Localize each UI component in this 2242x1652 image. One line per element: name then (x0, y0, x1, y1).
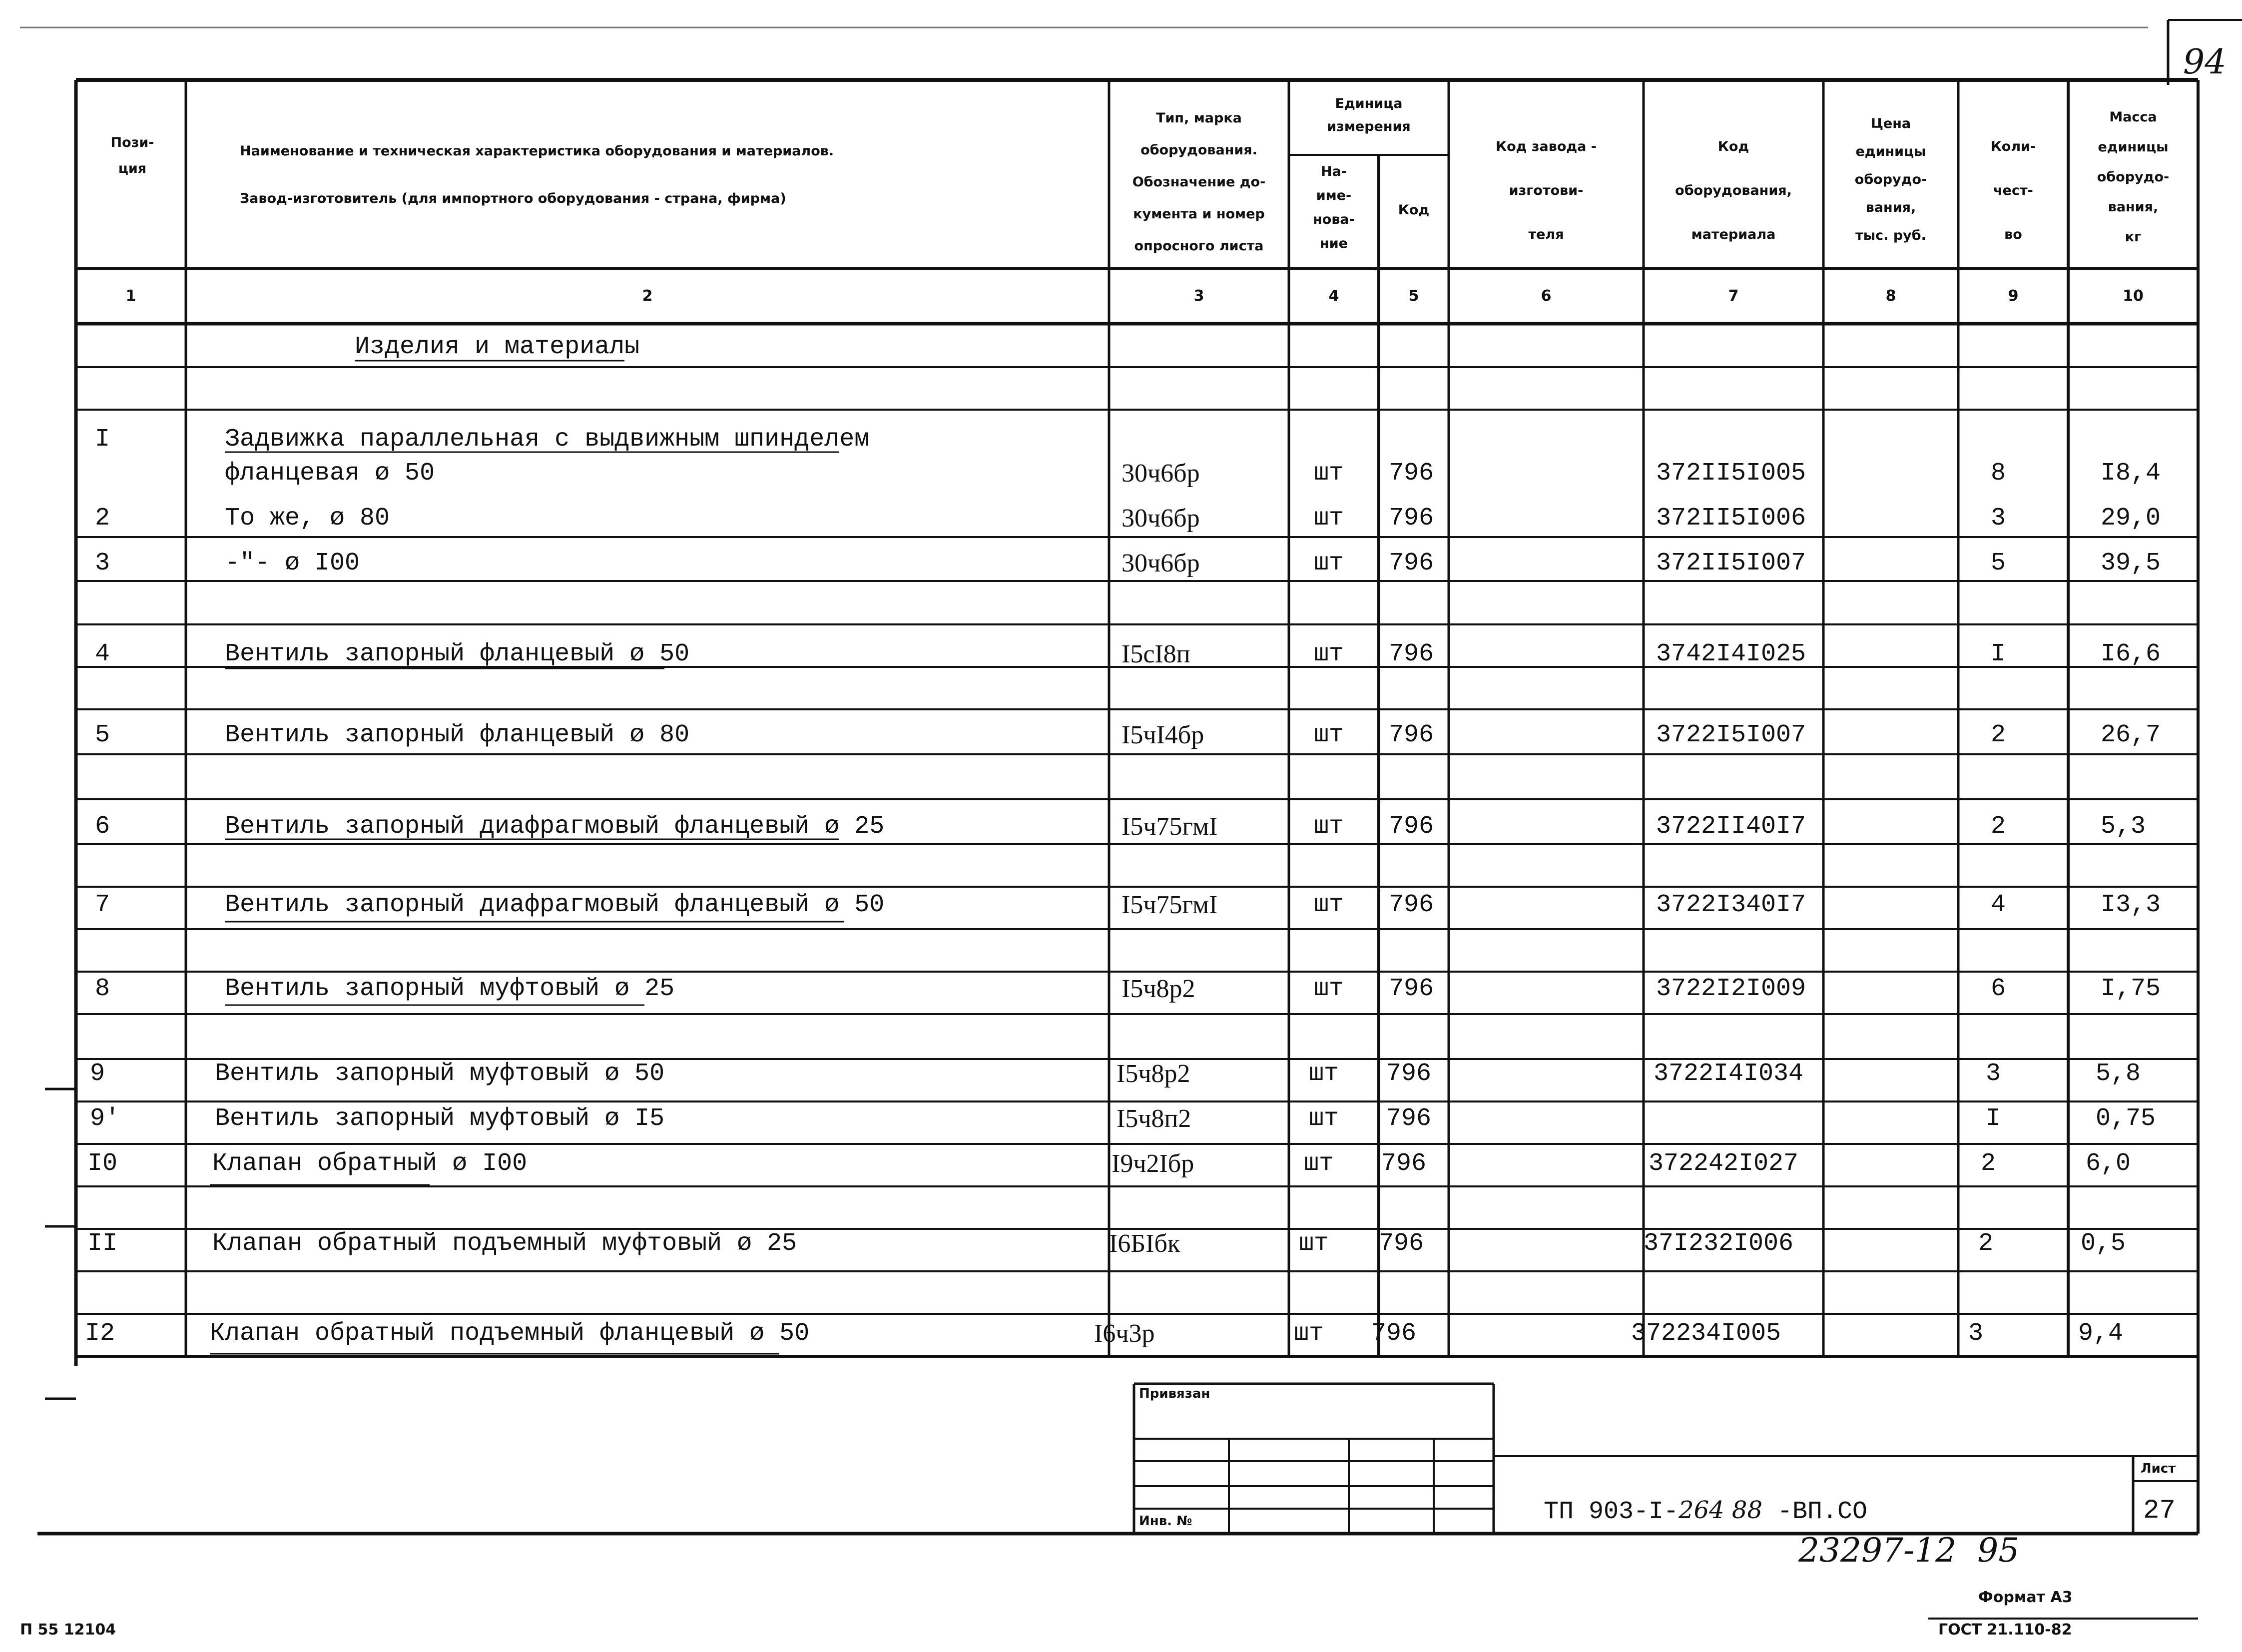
header-text: кг (2125, 229, 2142, 245)
row-quantity: 2 (1981, 1149, 1996, 1178)
row-unit-code: 796 (1389, 975, 1434, 1003)
row-material-code: 3722I4I034 (1654, 1060, 1804, 1088)
row-mass: 5,3 (2101, 812, 2146, 841)
header-text: оборудо- (2097, 169, 2170, 185)
header-mass (2071, 102, 2196, 252)
row-unit: шт (1314, 812, 1344, 841)
row-position: 2 (95, 504, 110, 533)
row-name: Клапан обратный подъемный муфтовый ø 25 (212, 1229, 797, 1258)
row-unit-code: 796 (1386, 1104, 1432, 1133)
header-text: измерения (1327, 119, 1411, 134)
row-mass: I8,4 (2101, 459, 2161, 488)
row-quantity: 6 (1991, 975, 2006, 1003)
row-name: Клапан обратный ø I00 (212, 1149, 528, 1178)
row-type: I5чI4бр (1121, 721, 1204, 749)
row-type: I5ч8р2 (1121, 975, 1195, 1003)
row-type: I6БIбк (1109, 1229, 1180, 1258)
row-unit: шт (1314, 891, 1344, 919)
row-material-code: 3722I2I009 (1656, 975, 1806, 1003)
header-text: материала (1691, 227, 1776, 242)
row-position: 9' (90, 1104, 120, 1133)
row-mass: 39,5 (2101, 549, 2161, 577)
header-text: Тип, марка (1156, 110, 1242, 126)
row-unit-code: 796 (1379, 1229, 1424, 1258)
header-text: кумента и номер (1133, 206, 1265, 222)
section-title: Изделия и материалы (355, 333, 640, 361)
column-number: 2 (642, 287, 653, 305)
row-unit-code: 796 (1389, 640, 1434, 668)
row-position: 9 (90, 1060, 105, 1088)
row-name: фланцевая ø 50 (225, 459, 435, 488)
format-label: Формат А3 (1978, 1589, 2073, 1606)
header-type (1112, 102, 1286, 262)
row-position: II (87, 1229, 118, 1258)
row-unit: шт (1294, 1319, 1324, 1348)
document-code-suffix: -ВП.СО (1777, 1498, 1868, 1526)
row-quantity: 2 (1978, 1229, 1994, 1258)
row-type: I5ч8р2 (1117, 1060, 1190, 1088)
row-position: 4 (95, 640, 110, 668)
row-name: Клапан обратный подъемный фланцевый ø 50 (210, 1319, 810, 1348)
row-quantity: 3 (1986, 1060, 2001, 1088)
header-text: оборудования. (1140, 142, 1257, 158)
row-quantity: I (1986, 1104, 2001, 1133)
row-unit: шт (1309, 1104, 1339, 1133)
row-name: Вентиль запорный муфтовый ø 25 (225, 975, 675, 1003)
header-text: На- (1320, 164, 1347, 179)
header-text: чест- (1993, 183, 2033, 198)
row-name: -"- ø I00 (225, 549, 360, 577)
row-material-code: 3722I5I007 (1656, 721, 1806, 749)
column-number: 10 (2123, 287, 2144, 305)
row-material-code: 372II5I006 (1656, 504, 1806, 533)
header-text: оборудо- (1854, 172, 1927, 187)
header-text: оборудования, (1675, 183, 1792, 198)
header-text: во (2004, 227, 2022, 242)
header-text: опросного листа (1134, 238, 1264, 254)
row-quantity: 2 (1991, 721, 2006, 749)
document-code-prefix: ТП 903-I- (1544, 1498, 1679, 1526)
row-unit: шт (1309, 1060, 1339, 1088)
row-unit: шт (1314, 504, 1344, 533)
header-name (240, 127, 1089, 222)
print-code: П 55 12104 (20, 1621, 116, 1639)
row-material-code: 372234I005 (1631, 1319, 1781, 1348)
header-plant-code (1451, 125, 1641, 257)
header-text: Единица (1335, 96, 1403, 111)
row-material-code: 3722II40I7 (1656, 812, 1806, 841)
page-number: 94 (2183, 42, 2227, 82)
row-name: Вентиль запорный диафрагмовый фланцевый ø 25 (225, 812, 885, 841)
stamp-inventory-label: Инв. № (1139, 1514, 1192, 1529)
row-position: 3 (95, 549, 110, 577)
row-quantity: I (1991, 640, 2006, 668)
stamp-attached-label: Привязан (1139, 1386, 1210, 1401)
row-quantity: 3 (1991, 504, 2006, 533)
row-unit-code: 796 (1389, 721, 1434, 749)
header-text: изготови- (1509, 183, 1584, 198)
row-mass: 26,7 (2101, 721, 2161, 749)
document-code (1544, 1496, 1867, 1526)
row-unit-code: 796 (1386, 1060, 1432, 1088)
row-unit: шт (1314, 975, 1344, 1003)
document-code-handwritten: 264 88 (1679, 1496, 1762, 1524)
row-quantity: 2 (1991, 812, 2006, 841)
column-number: 1 (125, 287, 136, 305)
row-mass: I6,6 (2101, 640, 2161, 668)
header-text: Цена (1870, 116, 1911, 131)
row-type: I5ч8п2 (1117, 1104, 1191, 1133)
row-type: 30ч6бр (1121, 504, 1200, 533)
header-text: нова- (1313, 212, 1355, 227)
row-position: 6 (95, 812, 110, 841)
row-name: Вентиль запорный фланцевый ø 80 (225, 721, 690, 749)
row-mass: 9,4 (2078, 1319, 2124, 1348)
row-name: Задвижка параллельная с выдвижным шпинделем (225, 425, 870, 454)
row-quantity: 3 (1968, 1319, 1984, 1348)
column-number: 9 (2008, 287, 2019, 305)
row-type: I9ч2Iбр (1112, 1149, 1194, 1178)
row-unit-code: 796 (1389, 459, 1434, 488)
header-quantity (1961, 125, 2066, 257)
row-type: 30ч6бр (1121, 459, 1200, 488)
row-material-code: 3742I4I025 (1656, 640, 1806, 668)
row-type: I5ч75гмI (1121, 812, 1218, 841)
inventory-number: 23297-12 95 (1798, 1531, 2020, 1570)
header-text: Пози- (110, 135, 154, 150)
row-unit: шт (1314, 459, 1344, 488)
header-text: тыс. руб. (1855, 228, 1926, 243)
row-type: I6ч3р (1094, 1319, 1155, 1348)
row-quantity: 8 (1991, 459, 2006, 488)
header-text: Обозначение до- (1132, 174, 1266, 190)
sheet-label: Лист (2141, 1461, 2176, 1476)
row-material-code: 372242I027 (1649, 1149, 1799, 1178)
header-unit-name (1291, 160, 1376, 256)
row-mass: I,75 (2101, 975, 2161, 1003)
row-mass: I3,3 (2101, 891, 2161, 919)
row-position: I0 (87, 1149, 118, 1178)
row-mass: 0,75 (2096, 1104, 2156, 1133)
row-position: 8 (95, 975, 110, 1003)
header-price (1826, 110, 1956, 250)
row-material-code: 3722I340I7 (1656, 891, 1806, 919)
column-number: 4 (1328, 287, 1339, 305)
row-position: 7 (95, 891, 110, 919)
row-mass: 6,0 (2086, 1149, 2131, 1178)
row-material-code: 372II5I005 (1656, 459, 1806, 488)
row-unit-code: 796 (1389, 891, 1434, 919)
row-mass: 0,5 (2081, 1229, 2126, 1258)
row-mass: 29,0 (2101, 504, 2161, 533)
row-unit: шт (1314, 721, 1344, 749)
header-text: Код (1717, 139, 1749, 154)
row-unit: шт (1299, 1229, 1329, 1258)
row-name: Вентиль запорный диафрагмовый фланцевый ø 50 (225, 891, 885, 919)
row-unit-code: 796 (1381, 1149, 1427, 1178)
header-text: ние (1320, 236, 1348, 251)
header-text: вания, (1865, 200, 1916, 215)
header-text: Наименование и техническая характеристика оборудования и материалов. (240, 143, 834, 159)
row-unit: шт (1314, 640, 1344, 668)
row-material-code: 372II5I007 (1656, 549, 1806, 577)
header-position (82, 130, 182, 182)
row-unit-code: 796 (1389, 549, 1434, 577)
column-number: 8 (1885, 287, 1896, 305)
row-name: Вентиль запорный фланцевый ø 50 (225, 640, 690, 668)
row-position: 5 (95, 721, 110, 749)
row-quantity: 5 (1991, 549, 2006, 577)
row-unit: шт (1304, 1149, 1334, 1178)
header-text: ция (118, 161, 147, 176)
row-unit-code: 796 (1389, 504, 1434, 533)
row-mass: 5,8 (2096, 1060, 2141, 1088)
row-unit-code: 796 (1389, 812, 1434, 841)
header-text: теля (1528, 227, 1564, 242)
column-number: 6 (1541, 287, 1552, 305)
row-position: I (95, 425, 110, 454)
column-number: 5 (1408, 287, 1419, 305)
row-type: I5сI8п (1121, 640, 1190, 668)
row-material-code: 37I232I006 (1644, 1229, 1794, 1258)
row-type: 30ч6бр (1121, 549, 1200, 577)
header-text: име- (1316, 188, 1352, 203)
header-text: Масса (2109, 109, 2157, 125)
row-position: I2 (85, 1319, 115, 1348)
row-unit-code: 796 (1371, 1319, 1417, 1348)
row-quantity: 4 (1991, 891, 2006, 919)
header-unit-code: Код (1398, 202, 1430, 218)
gost-label: ГОСТ 21.110-82 (1938, 1621, 2072, 1639)
header-text: единицы (2098, 139, 2169, 155)
row-name: То же, ø 80 (225, 504, 390, 533)
header-text: Коли- (1990, 139, 2036, 154)
header-material-code (1646, 125, 1821, 257)
row-type: I5ч75гмI (1121, 891, 1218, 919)
row-name: Вентиль запорный муфтовый ø I5 (215, 1104, 665, 1133)
sheet-number: 27 (2143, 1496, 2176, 1526)
row-name: Вентиль запорный муфтовый ø 50 (215, 1060, 665, 1088)
row-unit: шт (1314, 549, 1344, 577)
header-text: вания, (2108, 199, 2159, 215)
header-unit (1291, 92, 1446, 138)
header-text: Завод-изготовитель (для импортного оборудования - страна, фирма) (240, 191, 786, 206)
column-number: 7 (1728, 287, 1739, 305)
header-text: Код завода - (1496, 139, 1597, 154)
header-text: единицы (1855, 144, 1926, 159)
column-number: 3 (1193, 287, 1204, 305)
